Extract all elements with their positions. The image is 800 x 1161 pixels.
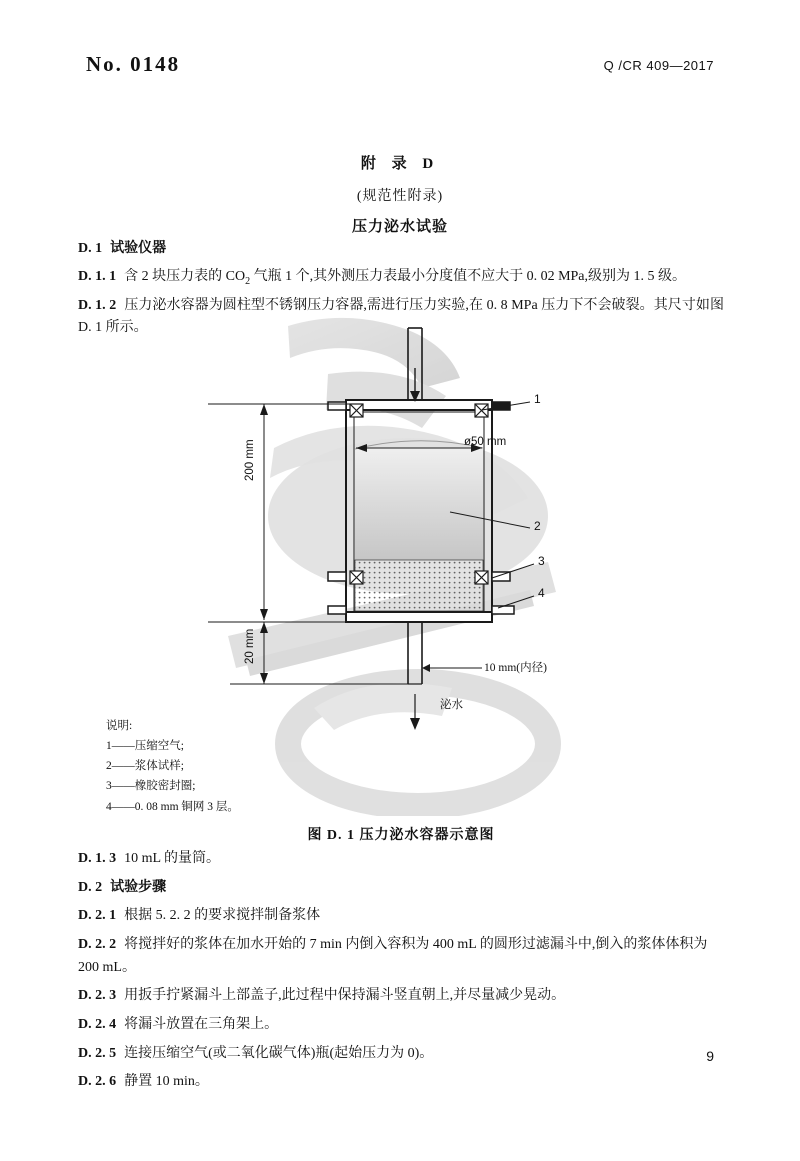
paragraph-d13-text: 10 mL 的量筒。	[124, 851, 221, 866]
paragraph-d11	[78, 266, 724, 289]
section-d2-block	[78, 848, 724, 1100]
label-pipe-diameter: 10 mm(内径)	[484, 662, 547, 674]
dimension-diameter: ø50 mm	[464, 436, 507, 448]
legend-item: 3——橡胶密封圈;	[106, 780, 196, 793]
callout-1: 1	[534, 392, 541, 406]
annex-title: 附 录 D	[360, 156, 440, 172]
page-header	[86, 52, 714, 82]
heading-d1-text: 试验仪器	[110, 241, 167, 256]
paragraph-d13-label: D. 1. 3	[78, 851, 117, 866]
heading-d2	[78, 877, 724, 900]
paragraph-d26-label: D. 2. 6	[78, 1074, 117, 1090]
paragraph-d25-text: 连接压缩空气(或二氧化碳气体)瓶(起始压力为 0)。	[124, 1045, 434, 1061]
label-outflow: 泌水	[440, 699, 463, 711]
paragraph-d21	[78, 905, 724, 928]
dimension-bottom: 20 mm	[244, 628, 256, 664]
paragraph-d11-text-a: 含 2 块压力表的 CO	[124, 268, 246, 284]
document-number: No. 0148	[86, 52, 181, 76]
paragraph-d26-text: 静置 10 min。	[124, 1074, 209, 1090]
paragraph-d25-label: D. 2. 5	[78, 1045, 117, 1061]
paragraph-d21-label: D. 2. 1	[78, 908, 117, 924]
figure-caption: 图 D. 1 压力泌水容器示意图	[307, 828, 495, 843]
figure-legend	[106, 716, 239, 817]
heading-d2-label: D. 2	[78, 879, 103, 895]
paragraph-d24-text: 将漏斗放置在三角架上。	[124, 1017, 279, 1033]
legend-item: 1——压缩空气;	[106, 740, 184, 753]
paragraph-d23-label: D. 2. 3	[78, 988, 117, 1004]
paragraph-d11-subscript: 2	[245, 275, 251, 287]
paragraph-d26	[78, 1071, 724, 1094]
annex-kind: (规范性附录)	[356, 189, 444, 204]
paragraph-d23-text: 用扳手拧紧漏斗上部盖子,此过程中保持漏斗竖直朝上,并尽量减少晃动。	[124, 988, 566, 1004]
paragraph-d22-label: D. 2. 2	[78, 937, 117, 953]
legend-item: 2——浆体试样;	[106, 760, 184, 773]
paragraph-d11-text-b: 气瓶 1 个,其外测压力表最小分度值不应大于 0. 02 MPa,级别为 1. 5 级。	[250, 268, 687, 284]
heading-d1	[78, 238, 724, 260]
paragraph-d21-text: 根据 5. 2. 2 的要求搅拌制备浆体	[124, 908, 321, 924]
paragraph-d11-label: D. 1. 1	[78, 268, 117, 284]
heading-d1-label: D. 1	[78, 241, 103, 256]
paragraph-d22-text: 将搅拌好的浆体在加水开始的 7 min 内倒入容积为 400 mL 的圆形过滤漏斗中,倒入的浆体体积为 200 mL。	[78, 937, 708, 975]
legend-title: 说明:	[106, 720, 133, 732]
heading-d2-text: 试验步骤	[110, 879, 167, 895]
page-number: 9	[706, 1048, 714, 1064]
legend-item: 4——0. 08 mm 铜网 3 层。	[106, 800, 239, 813]
paragraph-d12-label: D. 1. 2	[78, 297, 117, 313]
annex-title-block	[0, 152, 800, 236]
paragraph-d23	[78, 985, 724, 1008]
paragraph-d12-text: 压力泌水容器为圆柱型不锈钢压力容器,需进行压力实验,在 0. 8 MPa 压力下不会破裂。其尺寸如图 D. 1 所示。	[78, 297, 724, 335]
standard-number: Q /CR 409—2017	[603, 58, 714, 73]
paragraph-d24	[78, 1014, 724, 1037]
paragraph-d24-label: D. 2. 4	[78, 1017, 117, 1033]
callout-4: 4	[538, 586, 545, 600]
callout-2: 2	[534, 519, 541, 533]
dimension-height: 200 mm	[244, 439, 256, 481]
paragraph-d22	[78, 934, 724, 979]
callout-3: 3	[538, 554, 545, 568]
paragraph-d13	[78, 848, 724, 871]
paragraph-d25	[78, 1043, 724, 1066]
figure-d1	[78, 316, 724, 843]
annex-name: 压力泌水试验	[351, 219, 448, 235]
